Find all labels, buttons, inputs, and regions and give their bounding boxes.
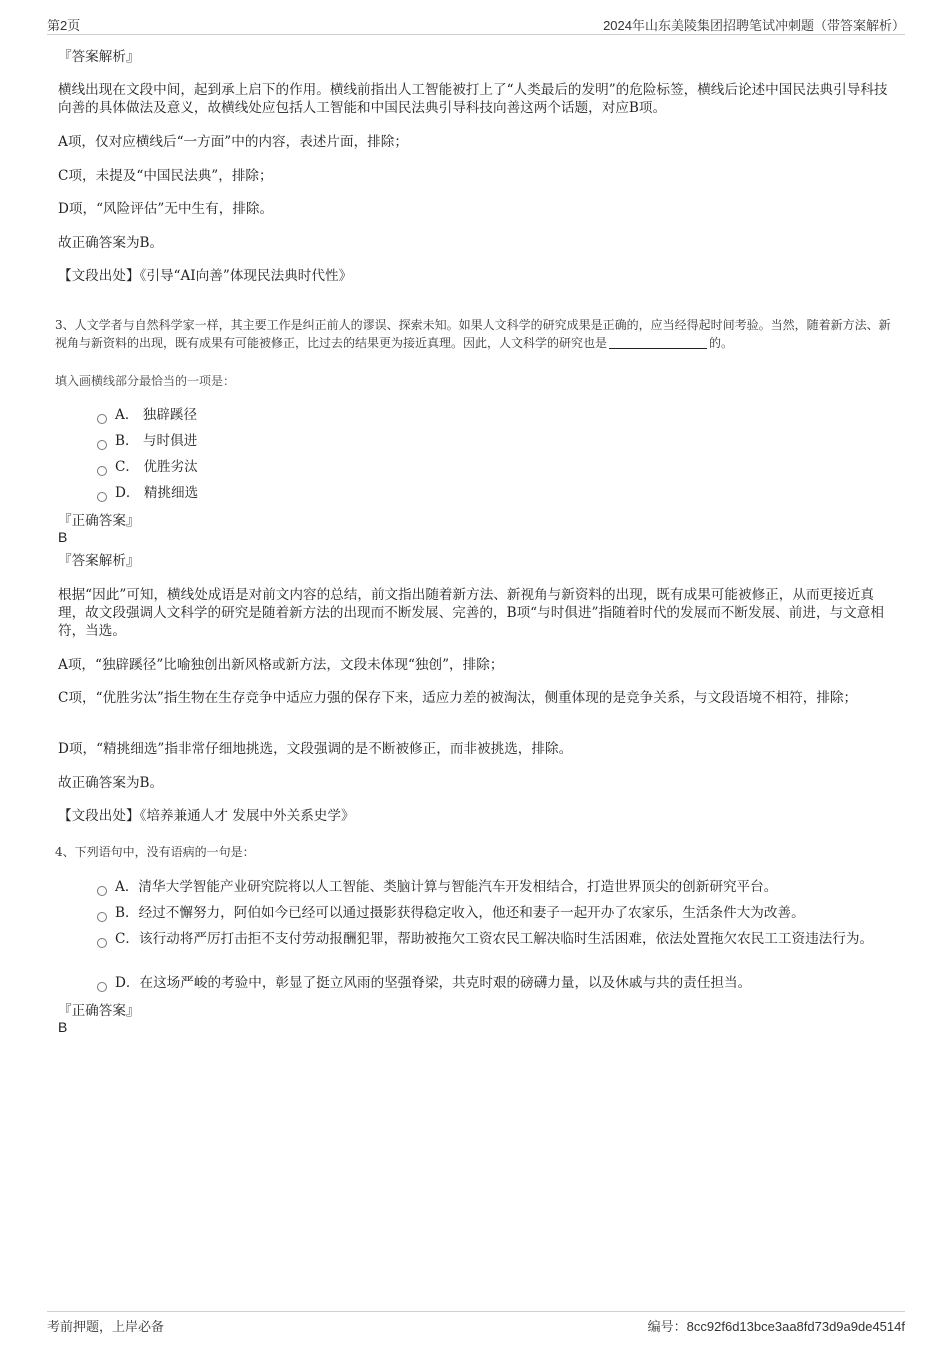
fill-blank [609, 336, 707, 349]
conclusion: 故正确答案为B。 [58, 775, 164, 791]
analysis-option-a: A项，“独辟蹊径”比喻独创出新风格或新方法，文段未体现“独创”，排除； [58, 657, 504, 673]
analysis-option-d: D项，“风险评估”无中生有，排除。 [58, 201, 274, 217]
analysis-paragraph: 根据“因此”可知，横线处成语是对前文内容的总结，前文指出随着新方法、新视角与新资料的出现，既有成果可能被修正，从而更接近真理，故文段强调人文科学的研究是随着新方法的出现而不断发展、完善的，B项“与时俱进”指随着时代的发展而不断发展、前进，与文意相符，当选。 [58, 587, 884, 639]
analysis-paragraph: 横线出现在文段中间，起到承上启下的作用。横线前指出人工智能被打上了“人类最后的发明”的危险标签，横线后论述中国民法典引导科技向善的具体做法及意义，故横线处应包括人工智能和中国民法典引导科技向善这两个话题，对应B项。 [58, 82, 888, 116]
question-3-hint: 填入画横线部分最恰当的一项是： [55, 374, 236, 388]
radio-icon[interactable] [97, 492, 107, 502]
footer-slogan: 考前押题，上岸必备 [47, 1319, 165, 1334]
radio-icon[interactable] [97, 414, 107, 424]
analysis-option-c: C项，“优胜劣汰”指生物在生存竞争中适应力强的保存下来，适应力差的被淘汰，侧重体现的是竞争关系，与文段语境不相符，排除； [58, 690, 858, 706]
page-footer [47, 1311, 905, 1336]
analysis-label: 『答案解析』 [58, 49, 140, 65]
footer-serial: 编号：8cc92f6d13bce3aa8fd73d9a9de4514f [647, 1319, 905, 1334]
conclusion: 故正确答案为B。 [58, 235, 164, 251]
option-a[interactable]: A．清华大学智能产业研究院将以人工智能、类脑计算与智能汽车开发相结合，打造世界顶尖的创新研究平台。 [97, 878, 897, 896]
question-3-stem: 3、人文学者与自然科学家一样，其主要工作是纠正前人的谬误、探索未知。如果人文科学的研究成果是正确的，应当经得起时间考验。当然，随着新方法、新视角与新资料的出现，既有成果有可能被修正，比过去的结果更为接近真理。因此，人文科学的研究也是 的。 [55, 318, 891, 350]
option-d[interactable]: D． 精挑细选 [97, 484, 897, 502]
page-header [47, 12, 905, 35]
analysis-label: 『答案解析』 [58, 553, 140, 569]
source-citation: 【文段出处】《引导“AI向善”体现民法典时代性》 [58, 268, 353, 284]
correct-answer-value: B [58, 1019, 68, 1035]
radio-icon[interactable] [97, 938, 107, 948]
document-title: 2024年山东美陵集团招聘笔试冲刺题（带答案解析） [603, 18, 905, 33]
radio-icon[interactable] [97, 912, 107, 922]
radio-icon[interactable] [97, 982, 107, 992]
option-b[interactable]: B． 与时俱进 [97, 432, 897, 450]
option-c[interactable]: C． 优胜劣汰 [97, 458, 897, 476]
analysis-option-c: C项，未提及“中国民法典”，排除； [58, 168, 273, 184]
analysis-option-d: D项，“精挑细选”指非常仔细地挑选，文段强调的是不断被修正，而非被挑选，排除。 [58, 741, 573, 757]
radio-icon[interactable] [97, 886, 107, 896]
option-c[interactable]: C．该行动将严厉打击拒不支付劳动报酬犯罪，帮助被拖欠工资农民工解决临时生活困难，依法处置拖欠农民工工资违法行为。 [97, 930, 897, 948]
correct-answer-label: 『正确答案』 [58, 513, 140, 529]
radio-icon[interactable] [97, 440, 107, 450]
option-a[interactable]: A． 独辟蹊径 [97, 406, 897, 424]
radio-icon[interactable] [97, 466, 107, 476]
correct-answer-value: B [58, 529, 68, 545]
option-d[interactable]: D．在这场严峻的考验中，彰显了挺立风雨的坚强脊梁，共克时艰的磅礴力量，以及休戚与共的责任担当。 [97, 974, 897, 992]
question-4-stem: 4、下列语句中，没有语病的一句是： [55, 845, 255, 859]
page-number: 第2页 [47, 18, 81, 33]
analysis-option-a: A项，仅对应横线后“一方面”中的内容，表述片面，排除； [58, 134, 408, 150]
correct-answer-label: 『正确答案』 [58, 1003, 140, 1019]
option-b[interactable]: B．经过不懈努力，阿伯如今已经可以通过摄影获得稳定收入，他还和妻子一起开办了农家乐，生活条件大为改善。 [97, 904, 897, 922]
source-citation: 【文段出处】《培养兼通人才 发展中外关系史学》 [58, 808, 355, 824]
